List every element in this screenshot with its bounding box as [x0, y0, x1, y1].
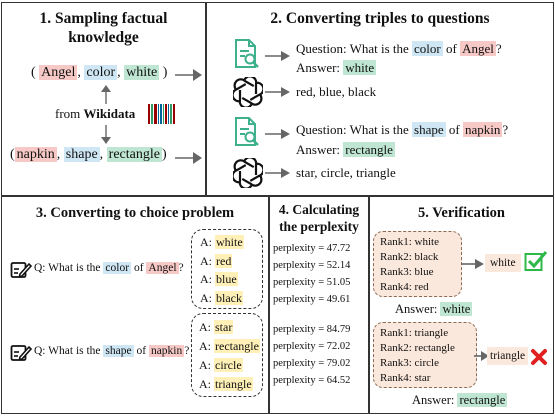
- arrow-right-q1: [265, 50, 291, 62]
- perplexity-value: perplexity = 47.72: [273, 243, 351, 254]
- rank-item: Rank2: black: [380, 251, 439, 263]
- wikidata-logo-icon: [148, 104, 176, 124]
- triple-napkin: ( napkin , shape , rectangle ): [10, 147, 167, 162]
- rank-item: Rank1: white: [380, 236, 439, 248]
- edit-note-icon: [10, 261, 32, 279]
- rank-list-2: [380, 326, 455, 386]
- arrow-right-rank1: [461, 258, 485, 270]
- choice-item: A: rectangle: [199, 339, 259, 353]
- answer-1: Answer: white: [395, 302, 471, 316]
- choice-item: A: star: [199, 320, 233, 334]
- result-1: white: [485, 254, 521, 272]
- perplexity-value: perplexity = 72.02: [273, 341, 351, 352]
- choice-item: A: blue: [200, 272, 237, 286]
- arrow-up-to-triple1: [100, 85, 112, 105]
- perplexity-value: perplexity = 79.02: [273, 358, 351, 369]
- perplexity-value: perplexity = 64.52: [273, 375, 351, 386]
- panel2-title: 2. Converting triples to questions: [270, 10, 490, 27]
- panel1-title: 1. Sampling factual knowledge: [39, 10, 168, 46]
- checkmark-icon: [524, 250, 548, 272]
- rank-item: Rank2: rectangle: [380, 342, 455, 354]
- triple-angel: ( Angel , color , white ): [31, 65, 168, 80]
- perplexity-value: perplexity = 84.79: [273, 324, 351, 335]
- cross-icon: [530, 348, 548, 366]
- openai-logo-icon: [233, 158, 263, 188]
- perplexity-value: perplexity = 52.14: [273, 260, 351, 271]
- choice-question-1: Q: What is the color of Angel ?: [34, 262, 184, 274]
- question-1: Question: What is the color of Angel ? Answer: white: [296, 41, 502, 75]
- document-search-icon: [233, 38, 261, 70]
- choice-item: A: red: [200, 253, 232, 268]
- choice-item: A: triangle: [199, 377, 252, 391]
- arrow-down-to-triple2: [100, 124, 112, 144]
- panel3-title: 3. Converting to choice problem: [35, 205, 235, 221]
- choice-item: A: circle: [199, 358, 242, 372]
- wikidata-source: from Wikidata: [55, 106, 136, 121]
- rank-item: Rank4: red: [380, 281, 429, 293]
- rank-list-1: [380, 235, 439, 295]
- answer-2: Answer: rectangle: [412, 393, 506, 407]
- panel4-title: 4. Calculating the perplexity: [278, 202, 360, 234]
- rank-item: Rank1: triangle: [380, 327, 449, 339]
- arrow-right-q2: [265, 128, 291, 140]
- arrow-right-1: [175, 68, 203, 82]
- choice-question-2: Q: What is the shape of napkin ?: [34, 345, 190, 357]
- perplexity-list-2: [273, 321, 350, 389]
- arrow-right-llm2: [265, 167, 291, 179]
- arrow-right-2: [175, 151, 203, 165]
- choices-list-1: [200, 233, 244, 307]
- edit-note-icon: [10, 344, 32, 362]
- arrow-right-llm1: [265, 86, 291, 98]
- rank-item: Rank4: star: [380, 372, 431, 384]
- choice-item: A: white: [200, 235, 243, 249]
- panel5-title: 5. Verification: [418, 205, 505, 221]
- perplexity-value: perplexity = 51.05: [273, 277, 351, 288]
- choices-list-2: [199, 318, 260, 394]
- llm-answer-1: red, blue, black: [296, 84, 377, 99]
- perplexity-value: perplexity = 49.61: [273, 294, 351, 305]
- rank-item: Rank3: circle: [380, 357, 439, 369]
- rank-item: Rank3: blue: [380, 266, 434, 278]
- llm-answer-2: star, circle, triangle: [296, 165, 396, 180]
- question-2: Question: What is the shape of napkin ? Answer: rectangle: [296, 122, 509, 157]
- document-search-icon: [233, 116, 261, 148]
- perplexity-list-1: [273, 240, 350, 308]
- openai-logo-icon: [233, 77, 263, 107]
- choice-item: A: black: [200, 290, 242, 305]
- result-2: triangle: [487, 347, 528, 365]
